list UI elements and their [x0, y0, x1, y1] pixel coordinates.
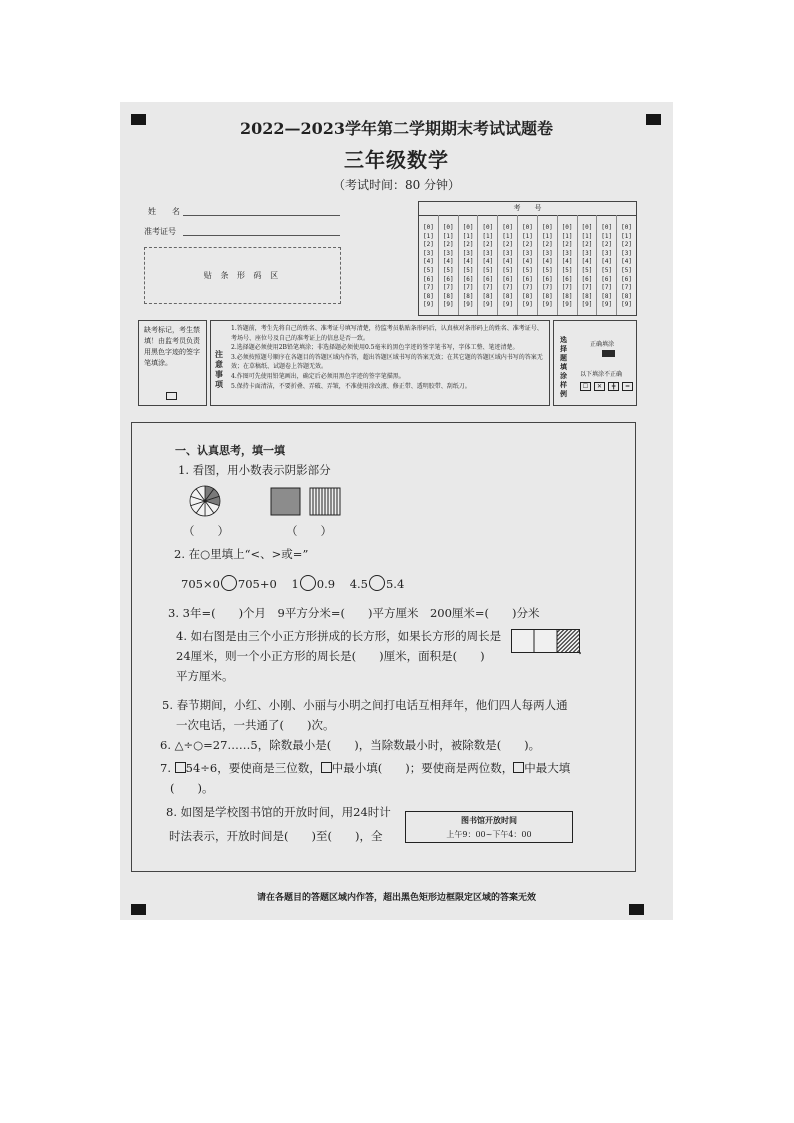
digit-bubble[interactable]: [2]	[601, 241, 613, 249]
digit-bubble[interactable]: [7]	[621, 284, 632, 292]
exam-number-column	[419, 215, 439, 315]
digit-bubble[interactable]: [5]	[541, 266, 553, 274]
digit-bubble[interactable]: [2]	[522, 241, 533, 249]
digit-bubble[interactable]: [0]	[601, 224, 613, 231]
footer-note: 请在各题目的答题区域内作答，超出黑色矩形边框限定区域的答案无效	[256, 893, 536, 903]
digit-bubble[interactable]: [8]	[561, 292, 573, 300]
digit-bubble[interactable]: [8]	[442, 292, 454, 300]
exam-time: （考试时间：80 分钟）	[332, 178, 461, 192]
digit-bubble[interactable]: [6]	[581, 275, 593, 283]
digit-bubble[interactable]: [4]	[541, 258, 553, 266]
digit-box[interactable]	[175, 762, 186, 773]
circle-figure	[188, 484, 222, 518]
compare-left-1: 705×0	[181, 577, 220, 591]
digit-bubble[interactable]: [6]	[601, 275, 613, 283]
exam-number-column	[617, 215, 636, 315]
exam-number-column	[478, 215, 498, 315]
digit-bubble[interactable]: [9]	[442, 301, 454, 309]
digit-bubble[interactable]: [1]	[462, 232, 474, 240]
exam-title: 2022—2023学年第二学期期末考试试题卷	[239, 119, 554, 138]
digit-bubble[interactable]: [6]	[442, 275, 454, 283]
digit-bubble[interactable]: [0]	[442, 224, 454, 231]
digit-bubble[interactable]: [5]	[561, 266, 573, 274]
question-4-line-3: 平方厘米。	[176, 669, 234, 683]
fill-incorrect-sample: ☐	[580, 382, 591, 391]
fill-example-box	[553, 320, 637, 406]
digit-bubble[interactable]: [9]	[462, 301, 474, 309]
digit-bubble[interactable]: [5]	[502, 266, 514, 274]
digit-bubble[interactable]: [4]	[422, 258, 434, 266]
digit-bubble[interactable]: [7]	[422, 284, 434, 292]
digit-bubble[interactable]: [1]	[541, 232, 553, 240]
question-4-line-1: 4. 如右图是由三个小正方形拼成的长方形，如果长方形的周长是	[176, 629, 502, 643]
digit-bubble[interactable]: [3]	[561, 249, 573, 257]
note-item: 5.保持卡面清洁，不要折叠、弄破、弄皱，不准使用涂改液、修正带、透明胶带、刮纸刀。	[231, 382, 471, 390]
question-7-line-1	[160, 760, 570, 776]
digit-bubble[interactable]: [5]	[601, 266, 613, 274]
id-label: 准考证号	[144, 227, 176, 236]
digit-bubble[interactable]: [2]	[462, 241, 474, 249]
compare-left-3: 4.5	[349, 577, 368, 591]
digit-bubble[interactable]: [0]	[522, 224, 533, 231]
digit-bubble[interactable]: [3]	[541, 249, 553, 257]
digit-bubble[interactable]: [6]	[462, 275, 474, 283]
digit-bubble[interactable]: [3]	[462, 249, 474, 257]
note-item: 4.作图可先使用铅笔画出，确定后必须用黑色字迹的签字笔描黑。	[231, 372, 405, 380]
fill-incorrect-sample: ╋	[608, 382, 619, 391]
digit-bubble[interactable]: [8]	[482, 292, 494, 300]
digit-bubble[interactable]: [5]	[442, 266, 454, 274]
question-5-line-2: 一次电话，一共通了( )次。	[176, 718, 335, 732]
digit-bubble[interactable]: [2]	[442, 241, 454, 249]
digit-bubble[interactable]: [2]	[561, 241, 573, 249]
exam-number-columns	[419, 215, 636, 315]
digit-bubble[interactable]: [0]	[462, 224, 474, 231]
answer-sheet	[120, 102, 673, 920]
exam-number-column	[498, 215, 518, 315]
digit-bubble[interactable]: [4]	[581, 258, 593, 266]
name-label: 姓 名	[148, 207, 180, 216]
digit-bubble[interactable]: [5]	[422, 266, 434, 274]
digit-bubble[interactable]: [7]	[462, 284, 474, 292]
digit-bubble[interactable]: [0]	[541, 224, 553, 231]
missing-exam-text: 缺考标记，考生禁填！由监考员负责用黑色字迹的签字笔填涂。	[144, 326, 200, 367]
exam-number-column	[578, 215, 598, 315]
digit-bubble[interactable]: [7]	[541, 284, 553, 292]
digit-bubble[interactable]: [4]	[601, 258, 613, 266]
compare-circle[interactable]	[369, 575, 385, 591]
exam-number-title: 考 号	[419, 202, 636, 216]
digit-bubble[interactable]: [6]	[482, 275, 494, 283]
question-3: 3. 3年=( )个月 9平方分米=( )平方厘米 200厘米=( )分米	[168, 606, 540, 620]
question-6: 6. △÷○=27……5，除数最小是( )，当除数最小时，被除数是( )。	[160, 738, 541, 752]
digit-bubble[interactable]: [4]	[442, 258, 454, 266]
digit-bubble[interactable]: [9]	[482, 301, 494, 309]
barcode-area	[144, 247, 341, 304]
digit-bubble[interactable]: [1]	[522, 232, 533, 240]
digit-bubble[interactable]: [1]	[601, 232, 613, 240]
digit-bubble[interactable]: [5]	[462, 266, 474, 274]
digit-bubble[interactable]: [5]	[482, 266, 494, 274]
question-4-line-2: 24厘米，则一个小正方形的周长是( )厘米，面积是( )	[176, 649, 485, 663]
question-7-number: 7.	[160, 761, 175, 775]
exam-number-column	[459, 215, 479, 315]
notes-box	[210, 320, 550, 406]
library-hours-value: 上午9：00~下午4：00	[446, 830, 532, 839]
digit-bubble[interactable]: [6]	[561, 275, 573, 283]
digit-bubble[interactable]: [1]	[422, 232, 434, 240]
compare-right-1: 705+0	[237, 577, 277, 591]
digit-bubble[interactable]: [5]	[621, 266, 632, 274]
name-field[interactable]	[183, 215, 340, 216]
note-item: 2.选择题必须使用2B铅笔填涂；非选择题必须使用0.5毫米的黑色字迹的签字笔书写，字体工整、笔迹清楚。	[231, 344, 519, 352]
compare-circle[interactable]	[300, 575, 316, 591]
digit-bubble[interactable]: [8]	[541, 292, 553, 300]
question-2-items	[181, 575, 404, 591]
notes-list	[231, 324, 545, 391]
library-hours-title: 图书馆开放时间	[461, 815, 517, 825]
digit-bubble[interactable]: [5]	[581, 266, 593, 274]
digit-bubble[interactable]: [4]	[621, 258, 632, 266]
digit-bubble[interactable]: [2]	[541, 241, 553, 249]
fill-incorrect-label: 以下填涂不正确	[580, 371, 623, 378]
notes-label: 注意事项	[215, 349, 223, 389]
question-8-line-1: 8. 如图是学校图书馆的开放时间，用24时计	[166, 805, 391, 819]
section-title: 一、认真思考，填一填	[175, 444, 285, 457]
digit-bubble[interactable]: [3]	[442, 249, 454, 257]
digit-bubble[interactable]: [1]	[442, 232, 454, 240]
digit-bubble[interactable]: [4]	[482, 258, 494, 266]
digit-bubble[interactable]: [9]	[581, 301, 593, 309]
question-7-text-a: 54÷6，要使商是三位数，	[185, 761, 321, 775]
compare-right-2: 0.9	[316, 577, 336, 591]
digit-bubble[interactable]: [1]	[621, 232, 632, 240]
fill-incorrect-sample: ═	[622, 382, 633, 391]
digit-bubble[interactable]: [1]	[561, 232, 573, 240]
fill-correct-sample	[602, 350, 615, 357]
digit-bubble[interactable]: [7]	[482, 284, 494, 292]
exam-number-column	[558, 215, 578, 315]
barcode-label: 贴 条 形 码 区	[203, 271, 282, 280]
digit-bubble[interactable]: [4]	[522, 258, 533, 266]
digit-bubble[interactable]: [0]	[502, 224, 514, 231]
digit-bubble[interactable]: [8]	[581, 292, 593, 300]
digit-bubble[interactable]: [3]	[581, 249, 593, 257]
digit-bubble[interactable]: [3]	[621, 249, 632, 257]
digit-bubble[interactable]: [9]	[502, 301, 514, 309]
exam-subject: 三年级数学	[344, 148, 449, 172]
question-7-text-c: 中最大填	[524, 761, 571, 775]
digit-bubble[interactable]: [4]	[462, 258, 474, 266]
digit-bubble[interactable]: [6]	[502, 275, 514, 283]
digit-bubble[interactable]: [9]	[522, 301, 533, 309]
digit-bubble[interactable]: [7]	[502, 284, 514, 292]
digit-bubble[interactable]: [9]	[422, 301, 434, 309]
fill-correct-label: 正确填涂	[590, 341, 615, 348]
fill-incorrect-sample: ✕	[594, 382, 605, 391]
exam-number-grid	[418, 201, 637, 316]
digit-bubble[interactable]: [2]	[422, 241, 434, 249]
digit-bubble[interactable]: [1]	[482, 232, 494, 240]
digit-bubble[interactable]: [3]	[482, 249, 494, 257]
digit-bubble[interactable]: [9]	[621, 301, 632, 309]
digit-bubble[interactable]: [7]	[522, 284, 533, 292]
exam-number-column	[518, 215, 538, 315]
digit-bubble[interactable]: [7]	[601, 284, 613, 292]
striped-square-figure	[309, 487, 342, 517]
digit-bubble[interactable]: [8]	[502, 292, 514, 300]
compare-left-2: 1	[291, 577, 299, 591]
digit-bubble[interactable]: [0]	[482, 224, 494, 231]
shaded-square-figure	[270, 487, 302, 517]
digit-bubble[interactable]: [2]	[502, 241, 514, 249]
digit-bubble[interactable]: [2]	[621, 241, 632, 249]
library-hours-box	[405, 811, 573, 843]
digit-bubble[interactable]: [3]	[522, 249, 533, 257]
rectangle-figure	[511, 629, 581, 655]
digit-bubble[interactable]: [1]	[581, 232, 593, 240]
digit-bubble[interactable]: [8]	[522, 292, 533, 300]
digit-bubble[interactable]: [6]	[422, 275, 434, 283]
question-1: 1. 看图，用小数表示阴影部分	[178, 463, 331, 477]
digit-bubble[interactable]: [7]	[581, 284, 593, 292]
digit-bubble[interactable]: [6]	[621, 275, 632, 283]
missing-exam-box	[138, 320, 207, 406]
digit-bubble[interactable]: [3]	[502, 249, 514, 257]
digit-bubble[interactable]: [5]	[522, 266, 533, 274]
digit-bubble[interactable]: [2]	[581, 241, 593, 249]
id-field[interactable]	[183, 235, 340, 236]
digit-bubble[interactable]: [7]	[442, 284, 454, 292]
digit-box[interactable]	[513, 762, 524, 773]
digit-bubble[interactable]: [9]	[601, 301, 613, 309]
digit-bubble[interactable]: [4]	[561, 258, 573, 266]
alignment-mark	[131, 904, 146, 915]
digit-bubble[interactable]: [7]	[561, 284, 573, 292]
digit-bubble[interactable]: [0]	[581, 224, 593, 231]
digit-bubble[interactable]: [3]	[422, 249, 434, 257]
digit-bubble[interactable]: [9]	[541, 301, 553, 309]
question-8-line-2: 时法表示，开放时间是( )至( )，全	[169, 829, 383, 843]
answer-blank-2[interactable]: （ ）	[286, 524, 332, 538]
note-item: 1.答题前，考生先将自己的姓名、准考证号填写清楚，待监考员粘贴条形码后，认真核对条形码上的姓名、准考证号、考场号、座位号及自己的准考证上的信息是否一致。	[231, 325, 543, 342]
alignment-mark	[629, 904, 644, 915]
compare-circle[interactable]	[221, 575, 237, 591]
digit-bubble[interactable]: [8]	[601, 292, 613, 300]
missing-exam-checkbox[interactable]	[166, 392, 177, 400]
fill-example-label: 选择题填涂样例	[560, 335, 567, 398]
digit-bubble[interactable]: [6]	[522, 275, 533, 283]
digit-bubble[interactable]: [8]	[422, 292, 434, 300]
digit-bubble[interactable]: [9]	[561, 301, 573, 309]
note-item: 3.必须按照题号顺序在各题目的答题区域内作答，超出答题区域书写的答案无效；在其它题的答题区域内书写的答案无效；在草稿纸、试题卷上答题无效。	[231, 353, 543, 371]
question-7-line-2: ( )。	[170, 781, 214, 795]
exam-number-column	[439, 215, 459, 315]
digit-bubble[interactable]: [3]	[601, 249, 613, 257]
digit-bubble[interactable]: [2]	[482, 241, 494, 249]
question-7-text-b: 中最小填( )；要使商是两位数，	[331, 761, 514, 775]
answer-blank-1[interactable]: （ ）	[183, 524, 229, 538]
digit-bubble[interactable]: [8]	[621, 292, 632, 300]
digit-bubble[interactable]: [1]	[502, 232, 514, 240]
digit-box[interactable]	[321, 762, 332, 773]
digit-bubble[interactable]: [0]	[621, 224, 632, 231]
question-5-line-1: 5. 春节期间，小红、小刚、小丽与小明之间打电话互相拜年，他们四人每两人通	[162, 698, 568, 712]
digit-bubble[interactable]: [8]	[462, 292, 474, 300]
question-2: 2. 在○里填上“<、>或=”	[174, 547, 309, 561]
digit-bubble[interactable]: [0]	[422, 224, 434, 231]
exam-number-column	[538, 215, 558, 315]
digit-bubble[interactable]: [6]	[541, 275, 553, 283]
digit-bubble[interactable]: [4]	[502, 258, 514, 266]
exam-number-column	[597, 215, 617, 315]
digit-bubble[interactable]: [0]	[561, 224, 573, 231]
compare-right-3: 5.4	[385, 577, 405, 591]
